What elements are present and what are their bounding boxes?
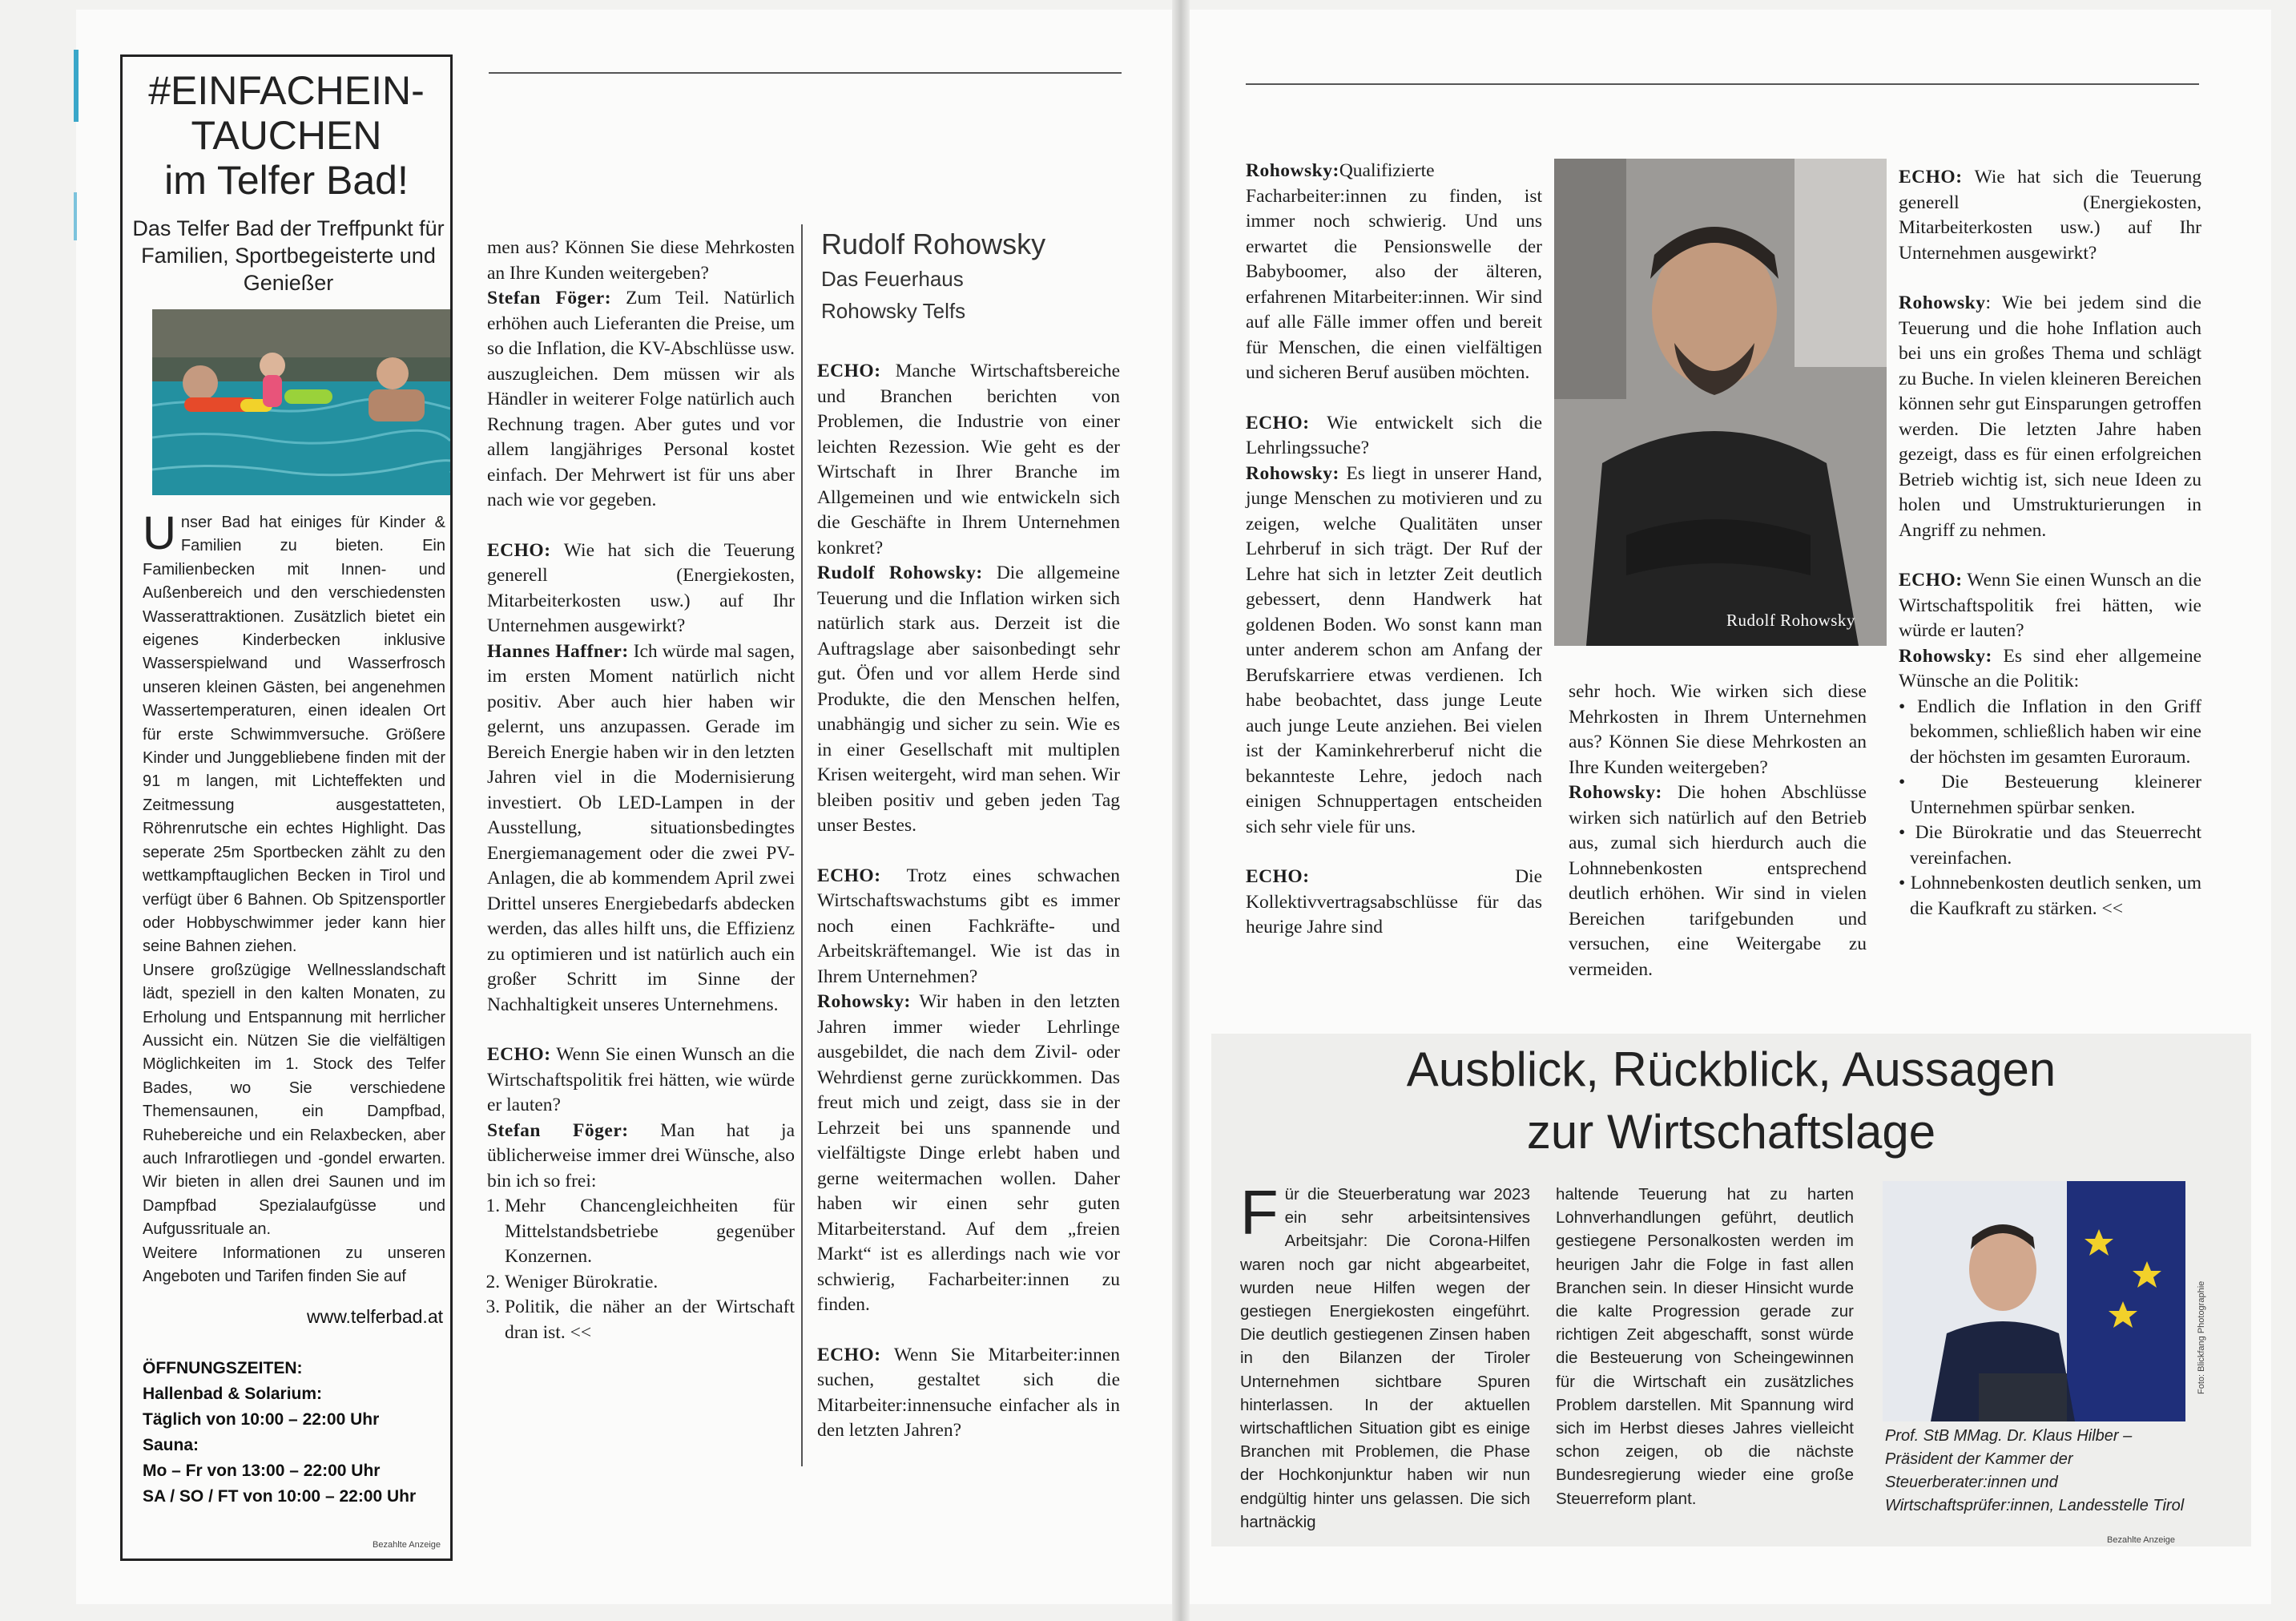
list-item: 2. Weniger Bürokratie. <box>505 1270 795 1296</box>
ad-subtitle: Das Telfer Bad der Treffpunkt für Familien, Sportbegeisterte und Genießer <box>132 216 445 295</box>
interview-text: Die allgemeine Teuerung und die Inflation wirken sich natürlich stark aus. Derzeit ist die Auftragslage aber saisonbedingt sehr gut. Öfen und vor allem Herde sind Produkte, die den Menschen helfen, unabhängig und sicher zu sein. Wie es in einer Gesellschaft mit multiplen Krisen weitergeht, wird man sehen. Wir bleiben positiv und geben jeden Tag unser Bestes. <box>817 563 1120 836</box>
ad-paragraph: nser Bad hat einiges für Kinder & Familien zu bieten. Ein Familienbecken mit Innen- und Außenbereich und den verschiedensten Wasserattraktionen. Zusätzlich bietet ein eigenes Kinderbecken inklusive Wasserspielwand und Wasserfrosch unseren kleinen Gästen, bei angenehmen Wassertemperaturen, einen idealen Ort für erste Schwimmversuche. Größere Kinder und Junggebliebene finden mit der 91 m langen, mit Lichteffekten und Zeitmessung ausgestatteten, Röhrenrutsche ein echtes Highlight. Das seperate 25m Sportbecken zählt zu den wettkampftauglichen Becken in Tirol und verfügt über 6 Bahnen. Ob Spitzensportler oder Hobbyschwimmer jeder kann hier seine Bahnen ziehen. <box>143 514 445 956</box>
list-item: • Endlich die Inflation in den Griff bekommen, schließlich haben wir eine der höchsten im gesamten Euroraum. <box>1910 695 2201 771</box>
edge-accent-mark-2 <box>74 192 77 240</box>
interviewee-heading <box>821 226 1045 327</box>
interview-text: Ich würde mal sagen, im ersten Moment natürlich nicht positiv. Aber auch hier haben wir gelernt, uns anzupassen. Gerade im Bereich Energie haben wir in den letzten Jahren viel in die Modernisierung investiert. Ob LED-Lampen in der Ausstellung, situationsbedingtes Energiemanagement oder die zwei PV-Anlagen, die ab kommendem April zwei Drittel unseres Energiebedarfs abdecken werden, das alles hilft uns, die Effizienz zu optimieren und ist natürlich auch ein großer Schritt im Sinne der Nachhaltigkeit unseres Unternehmens. <box>487 640 795 1015</box>
interview-text: Die hohen Abschlüsse wirken sich natürlich auf den Betrieb aus, zumal sich hierdurch auch die Lohnnebenkosten entsprechend deutlich erhöhen. Wir sind in vielen Bereichen tarifgebunden und versuchen, eine Weitergabe zu vermeiden. <box>1569 782 1867 980</box>
top-rule <box>489 72 1122 74</box>
opening-hours-line: Mo – Fr von 13:00 – 22:00 Uhr <box>143 1462 381 1480</box>
speaker-name: Rohowsky: <box>1569 782 1662 803</box>
interview-question: Wie hat sich die Teuerung generell (Energiekosten, Mitarbeiterkosten usw.) auf Ihr Unternehmen ausgewirkt? <box>1899 167 2201 264</box>
paid-ad-note: Bezahlte Anzeige <box>373 1540 441 1550</box>
interviewee-name: Rudolf Rohowsky <box>821 228 1046 260</box>
ad-paragraph: Weitere Informationen zu unseren Angeboten und Tarifen finden Sie auf <box>143 1244 445 1285</box>
echo-label: ECHO: <box>817 1344 881 1365</box>
wish-list <box>487 1194 795 1345</box>
speaker-name: Rudolf Rohowsky: <box>817 563 983 583</box>
interview-column-4 <box>1569 679 1867 982</box>
ad-dropcap: U <box>143 507 176 559</box>
top-rule <box>1246 83 2199 85</box>
portrait-caption: Rudolf Rohowsky <box>1726 611 1855 630</box>
interview-column-3 <box>1246 159 1542 941</box>
list-item: 1. Mehr Chancengleichheiten für Mittelstandsbetriebe gegenüber Konzernen. <box>505 1194 795 1270</box>
column-divider <box>801 224 803 1466</box>
interview-question: Wenn Sie einen Wunsch an die Wirtschaftspolitik frei hätten, wie würde er lauten? <box>487 1044 795 1115</box>
portrait-photo <box>1554 159 1887 646</box>
opening-hours-line: SA / SO / FT von 10:00 – 22:00 Uhr <box>143 1487 417 1506</box>
speaker-name: Rohowsky: <box>1246 160 1339 181</box>
echo-label: ECHO: <box>1246 866 1310 887</box>
speaker-name: Stefan Föger: <box>487 1119 629 1141</box>
interview-column-5 <box>1899 165 2201 921</box>
interview-text: Qualifizierte Facharbeiter:innen zu finden, ist immer noch schwierig. Und uns erwartet die Pensionswelle der Babyboomer, also der älteren, erfahrenen Mitarbeiter:innen. Wir sind auf alle Fälle immer offen und bereit für Menschen, die einen vielfältigen und sicheren Beruf ausüben möchten. <box>1246 160 1542 383</box>
echo-label: ECHO: <box>817 865 881 886</box>
interview-text: Es liegt in unserer Hand, junge Menschen zu motivieren und zu zeigen, welche Qualitäten unser Lehrberuf in sich trägt. Der Ruf der Lehre hat sich in letzter Zeit deutlich gebessert, denn Handwerk hat goldenen Boden. Wo sonst kann man unter anderem schon am Anfang der Berufskarriere etwas verdienen. Ich habe beobachtet, dass junge Leute auch junge Leute anziehen. Bei vielen ist der Kaminkehrerberuf nicht die bekannteste Lehre, jedoch nach einigen Schnuppertagen entscheiden sich sehr viele für uns. <box>1246 462 1542 837</box>
interview-text: men aus? Können Sie diese Mehrkosten an Ihre Kunden weitergeben? <box>487 237 795 284</box>
feature-column-1 <box>1240 1177 1530 1534</box>
list-item: • Lohnnebenkosten deutlich senken, um die Kaufkraft zu stärken. << <box>1910 871 2201 921</box>
interview-text: Es sind eher allgemeine Wünsche an die Politik: <box>1899 645 2201 692</box>
speaker-name: Hannes Haffner: <box>487 640 629 662</box>
interview-column-1 <box>487 236 795 1345</box>
interview-question: Die Kollektivvertragsabschlüsse für das heurige Jahre sind <box>1246 866 1542 938</box>
pool-photo <box>152 309 450 495</box>
feature-text: haltende Teuerung hat zu harten Lohnverhandlungen geführt, deutlich gestiegene Personalkosten werden im heurigen Jahr die Folge in fast allen Branchen sein. In dieser Hinsicht wurde die kalte Progression gerade zur richtigen Zeit abgeschafft, sonst würde die Besteuerung von Scheingewinnen für die Wirtschaft ein zusätzliches Problem darstellen. Mit Spannung wird sich im Herbst dieses Jahres vielleicht schon zeigen, ob die nächste Bundesregierung wieder eine große Steuerreform plant. <box>1556 1185 1854 1508</box>
interview-text: Zum Teil. Natürlich erhöhen auch Lieferanten die Preise, um so die Inflation, die KV-Abschlüsse usw. auszugleichen. Dem müssen wir als Händler in weiterer Folge natürlich auch Rechnung tragen. Aber gutes und vor allem langjähriges Personal kostet einfach. Der Mehrwert ist für uns aber nach wie vor gegeben. <box>487 288 796 510</box>
ad-paragraph: Unsere großzügige Wellnesslandschaft lädt, speziell in den kalten Monaten, zu Erholung und Entspannung mit herrlicher Aussicht ein. Nützen Sie die vielfältigen Möglichkeiten im 1. Stock des Telfer Bades, wo Sie verschiedene Themensaunen, ein Dampfbad, Ruhebereiche und ein Relaxbecken, aber auch Infrarotliegen und -gondel erwarten. Wir bieten in allen drei Saunen und im Dampfbad Spezialaufgüsse und Aufgussrituale an. <box>143 961 445 1239</box>
echo-label: ECHO: <box>487 1044 551 1065</box>
feature-title-line: zur Wirtschaftslage <box>1526 1105 1936 1159</box>
list-item: • Die Besteuerung kleinerer Unternehmen spürbar senken. <box>1910 770 2201 821</box>
pool-photo-illustration <box>152 309 450 495</box>
interview-question: Wenn Sie einen Wunsch an die Wirtschaftspolitik frei hätten, wie würde er lauten? <box>1899 570 2201 641</box>
ad-title <box>120 68 453 203</box>
feature-title <box>1211 1038 2251 1163</box>
speaker-photo-illustration <box>1883 1181 2185 1421</box>
spread-gutter <box>1172 0 1190 1621</box>
echo-label: ECHO: <box>1899 570 1963 591</box>
speaker-name: Rohowsky: <box>1899 645 1992 667</box>
ad-title-line: #EINFACHEIN- <box>148 68 425 113</box>
speaker-name: Rohowsky <box>1899 292 1986 313</box>
feature-column-2 <box>1556 1183 1854 1510</box>
ad-body-text <box>143 507 445 1288</box>
interviewee-company: Rohowsky Telfs <box>821 299 966 323</box>
ad-title-line: im Telfer Bad! <box>164 158 409 203</box>
feature-text: ür die Steuerberatung war 2023 ein sehr arbeitsintensives Arbeitsjahr: Die Corona-Hilfen waren noch gar nicht abgearbeitet, wurden neue Hilfen wegen der gestiegen Energiekosten eingeführt. Die deutlich gestiegenen Zinsen haben in den Bilanzen der Tiroler Unternehmen sichtbare Spuren hinterlassen. In der aktuellen wirtschaftlichen Situation gibt es einige Branchen mit Problemen, die Phase der Hochkonjunktur haben wir nun endgültig hinter uns gelassen. Die sich hartnäckig <box>1240 1185 1530 1531</box>
interview-text: : Wie bei jedem sind die Teuerung und die hohe Inflation auch bei uns ein großes Thema und schlägt zu Buche. In vielen kleineren Bereichen können sehr gut Einsparungen getroffen werden. Die letzten Jahre haben gezeigt, dass es für einen erfolgreichen Betrieb wichtig ist, sich neue Ideen zu holen und Umstrukturierungen in Angriff zu nehmen. <box>1899 292 2201 541</box>
interview-text: sehr hoch. Wie wirken sich diese Mehrkosten in Ihrem Unternehmen aus? Können Sie diese Mehrkosten an Ihre Kunden weitergeben? <box>1569 681 1867 778</box>
interview-question: Trotz eines schwachen Wirtschaftswachstums gibt es immer noch einen Fachkräfte- und Arbeitskräftemangel. Wie ist das in Ihrem Unternehmen? <box>817 865 1120 987</box>
echo-label: ECHO: <box>1246 412 1310 433</box>
opening-hours-line: Sauna: <box>143 1436 199 1454</box>
interview-question: Manche Wirtschaftsbereiche und Branchen berichten von Problemen, die Industrie von einer leichten Rezession. Wie geht es der Wirtschaft in Ihrer Branche im Allgemeinen und wie entwickeln sich die Geschäfte in Ihrem Unternehmen konkret? <box>817 361 1120 558</box>
speaker-name: Stefan Föger: <box>487 288 612 308</box>
echo-label: ECHO: <box>1899 167 1963 188</box>
ad-website-link[interactable]: www.telferbad.at <box>306 1306 443 1327</box>
echo-label: ECHO: <box>817 361 881 381</box>
interview-column-2 <box>817 359 1120 1444</box>
portrait-illustration <box>1554 159 1887 646</box>
opening-hours-line: Hallenbad & Solarium: <box>143 1385 323 1403</box>
interview-question: Wie entwickelt sich die Lehrlingssuche? <box>1246 412 1542 458</box>
ad-title-line: TAUCHEN <box>191 113 382 158</box>
photo-credit: Foto: Blickfang Photographie <box>2197 1280 2206 1394</box>
opening-hours-line: Täglich von 10:00 – 22:00 Uhr <box>143 1410 380 1429</box>
speaker-photo <box>1883 1181 2185 1421</box>
interview-question: Wenn Sie Mitarbeiter:innen suchen, gestaltet sich die Mitarbeiter:innensuche einfacher als in den letzten Jahren? <box>817 1344 1120 1441</box>
list-item: 3. Politik, die näher an der Wirtschaft dran ist. << <box>505 1295 795 1345</box>
speaker-name: Rohowsky: <box>1246 462 1339 484</box>
wish-list <box>1899 695 2201 922</box>
feature-dropcap: F <box>1240 1177 1279 1248</box>
interviewee-company: Das Feuerhaus <box>821 267 964 291</box>
echo-label: ECHO: <box>487 539 551 561</box>
interview-text: Wir haben in den letzten Jahren immer wieder Lehrlinge ausgebildet, die nach dem Zivil- oder Wehrdienst gerne zurückkommen. Das freut mich und zeigt, dass sie in der Lehrzeit bei uns spannende und vielfältigste Dinge erlebt haben und gerne weitermachen wollen. Daher haben wir einen sehr guten Mitarbeiterstand. Auf dem „freien Markt“ ist es allerdings nach wie vor schwierig, Facharbeiter:innen zu finden. <box>817 991 1120 1315</box>
interview-text: Man hat ja üblicherweise immer drei Wünsche, also bin ich so frei: <box>487 1119 795 1192</box>
photo-caption: Prof. StB MMag. Dr. Klaus Hilber – Präsident der Kammer der Steuerberater:innen und Wirtschaftsprüfer:innen, Landesstelle Tirol <box>1885 1427 2185 1514</box>
edge-accent-mark <box>74 50 79 122</box>
speaker-name: Rohowsky: <box>817 991 911 1012</box>
opening-hours-heading: ÖFFNUNGSZEITEN: <box>143 1359 303 1377</box>
feature-title-line: Ausblick, Rückblick, Aussagen <box>1406 1042 2056 1096</box>
paid-ad-note: Bezahlte Anzeige <box>2107 1535 2176 1545</box>
list-item: • Die Bürokratie und das Steuerrecht vereinfachen. <box>1910 821 2201 871</box>
opening-hours <box>143 1356 447 1510</box>
interview-question: Wie hat sich die Teuerung generell (Energiekosten, Mitarbeiterkosten usw.) auf Ihr Unternehmen ausgewirkt? <box>487 539 795 636</box>
